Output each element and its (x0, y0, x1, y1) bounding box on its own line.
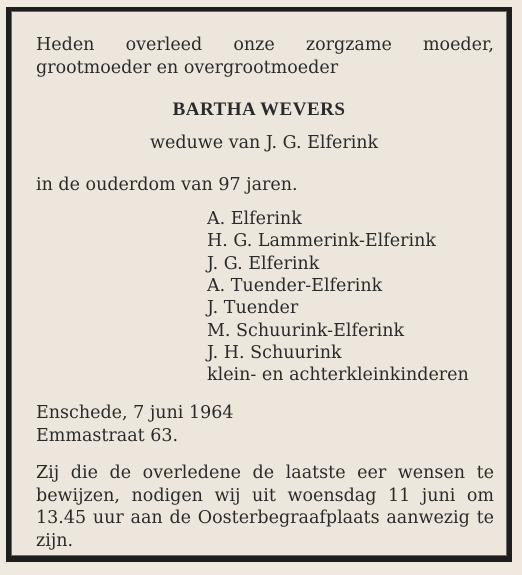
family-member: M. Schuurink-Elferink (207, 321, 405, 341)
intro-text: Heden overleed onze zorgzame moeder, grootmoeder en overgrootmoeder (36, 35, 494, 78)
widow-of-line: weduwe van J. G. Elferink (150, 133, 379, 153)
deceased-name: BARTHA WEVERS (172, 99, 346, 120)
family-member: klein- en achterkleinkinderen (207, 365, 469, 385)
death-notice (6, 7, 512, 562)
family-member: A. Tuender-Elferink (207, 276, 383, 296)
funeral-invitation: Zij die de overledene de laatste eer wensen te bewijzen, nodigen wij uit woensdag 11 juni om 13.45 uur aan de Oosterbegraafplaats aanwezig te zijn. (36, 463, 494, 551)
family-member: J. Tuender (207, 298, 299, 318)
family-member: H. G. Lammerink-Elferink (207, 231, 436, 251)
place-date: Enschede, 7 juni 1964 (36, 403, 234, 423)
family-member: A. Elferink (207, 209, 302, 229)
age-line: in de ouderdom van 97 jaren. (36, 175, 298, 195)
family-member: J. H. Schuurink (207, 343, 342, 363)
family-member: J. G. Elferink (207, 254, 320, 274)
address: Emmastraat 63. (36, 426, 179, 446)
